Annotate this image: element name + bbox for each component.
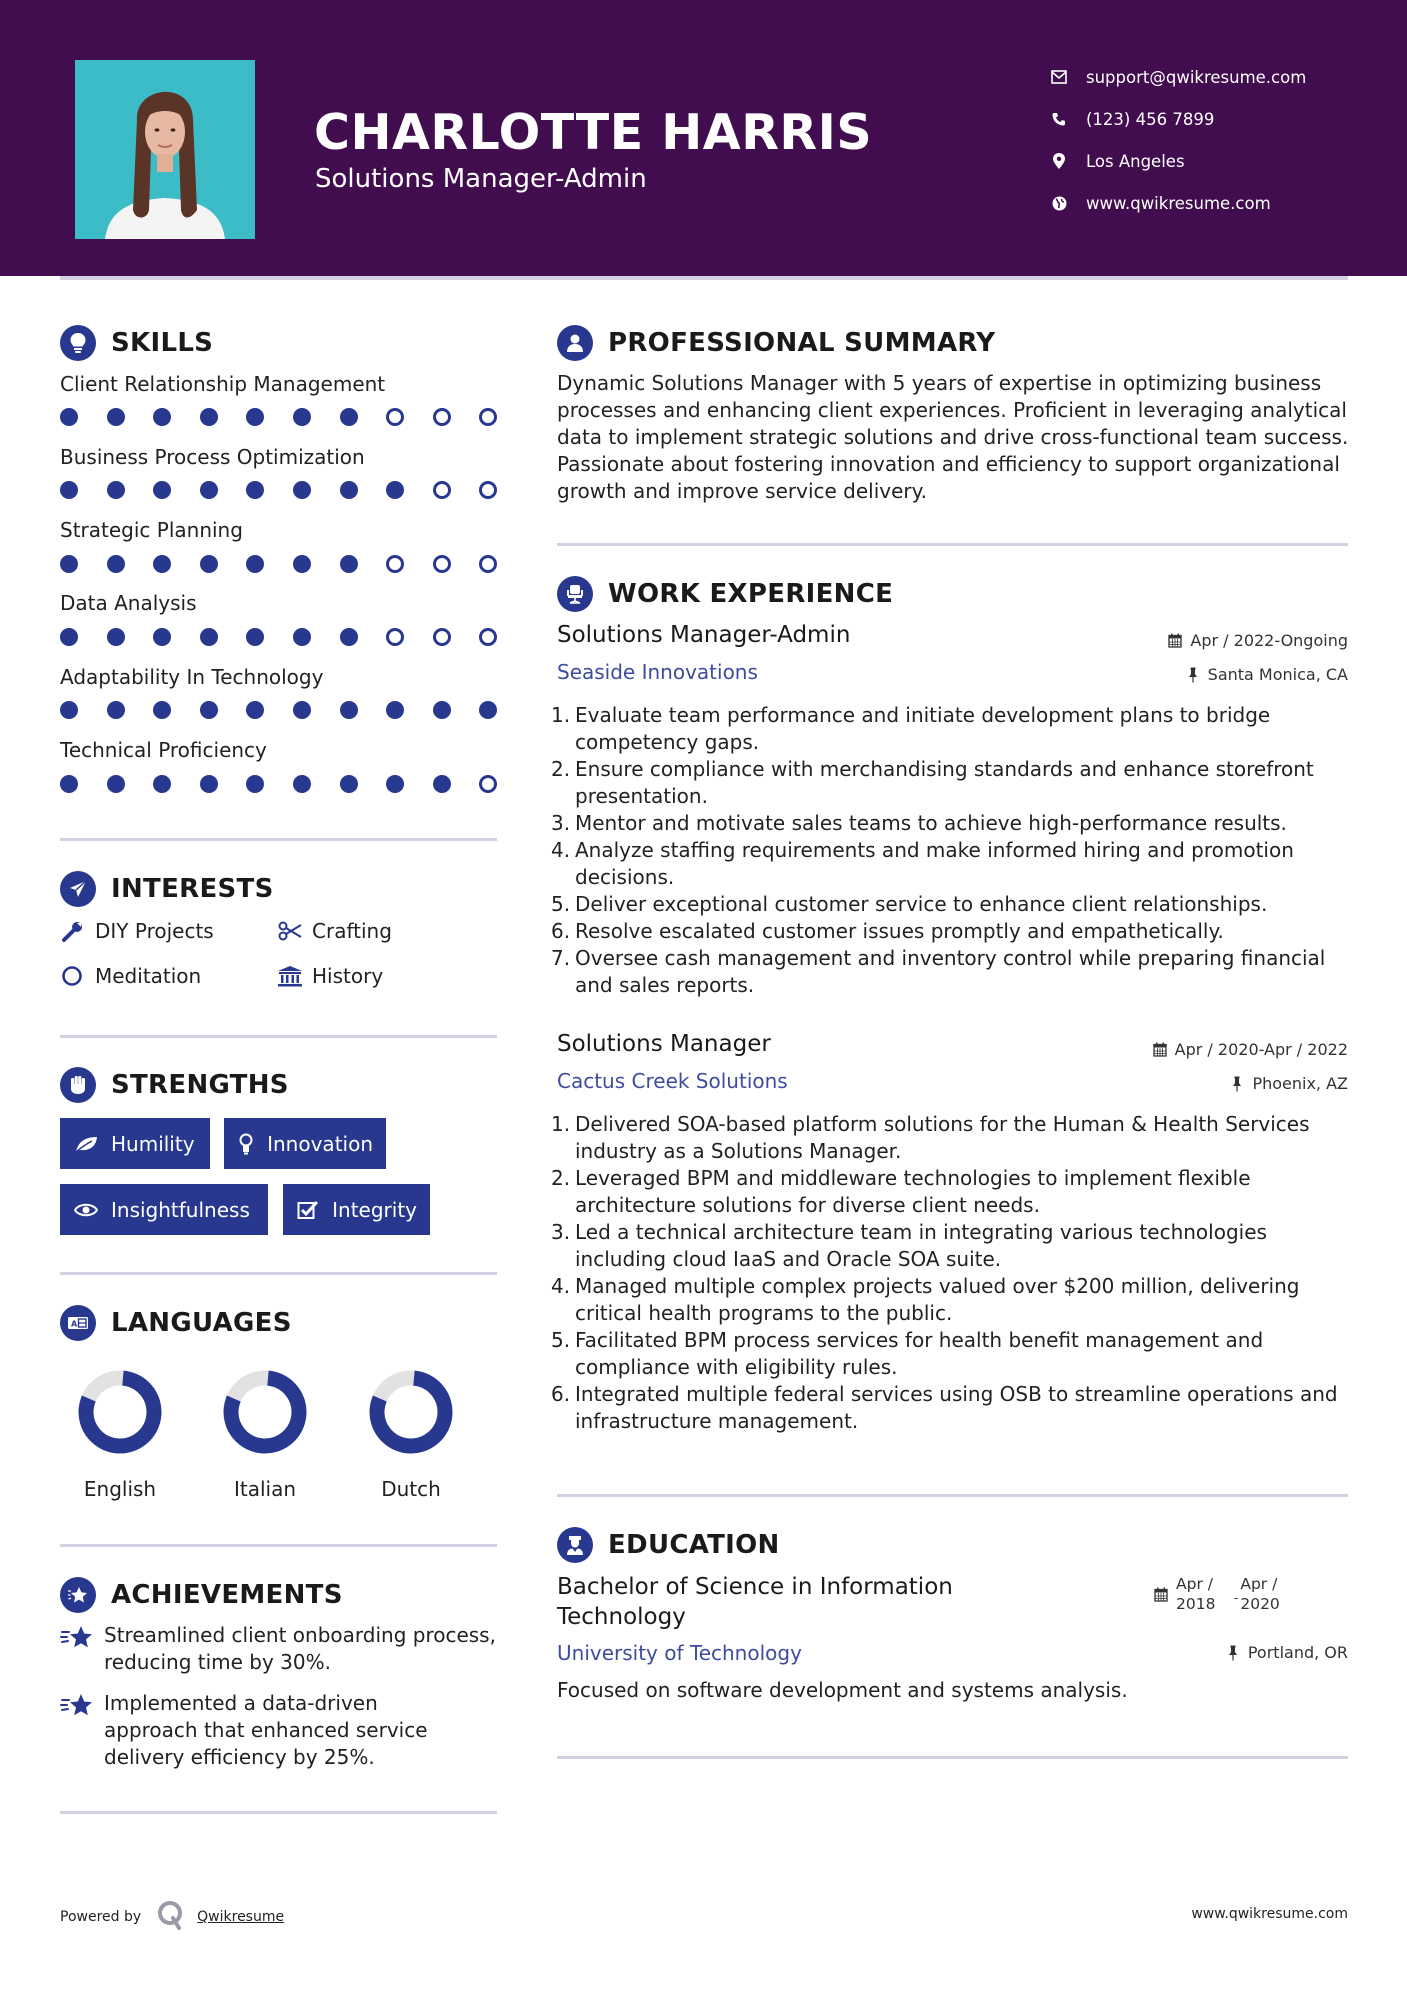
qwikresume-logo-icon xyxy=(157,1900,185,1934)
section-divider xyxy=(60,1544,497,1547)
language-item xyxy=(210,1369,320,1501)
museum-icon xyxy=(277,964,303,988)
rating-dot-filled xyxy=(60,701,78,719)
strength-label: Insightfulness xyxy=(111,1197,250,1222)
strength-chip xyxy=(224,1118,386,1169)
contact-website-text: www.qwikresume.com xyxy=(1086,193,1271,213)
language-icon xyxy=(60,1305,96,1341)
pushpin-icon xyxy=(1230,1076,1244,1092)
rating-dot-filled xyxy=(293,775,311,793)
skill-name: Client Relationship Management xyxy=(60,372,386,396)
summary-title: PROFESSIONAL SUMMARY xyxy=(608,328,996,358)
rating-dot-filled xyxy=(340,701,358,719)
achievements-title: ACHIEVEMENTS xyxy=(111,1580,343,1610)
education-location-text: Portland, OR xyxy=(1247,1643,1348,1662)
svg-text:A: A xyxy=(71,1319,78,1329)
achievements-heading xyxy=(60,1577,343,1613)
wrench-icon xyxy=(60,919,86,943)
contact-website[interactable] xyxy=(1048,182,1306,224)
rating-dot-filled xyxy=(60,628,78,646)
rating-dot-filled xyxy=(153,628,171,646)
job-bullet: 5. Facilitated BPM process services for health benefit management and compliance with eligibility rules. xyxy=(551,1328,1264,1379)
interest-item xyxy=(60,919,214,943)
interest-label: DIY Projects xyxy=(95,919,214,943)
rating-dot-filled xyxy=(433,775,451,793)
languages-title: LANGUAGES xyxy=(111,1308,292,1338)
language-item xyxy=(356,1369,466,1501)
strengths-title: STRENGTHS xyxy=(111,1070,289,1100)
rating-dot-empty xyxy=(479,481,497,499)
star-badge-icon xyxy=(60,1577,96,1613)
rating-dot-empty xyxy=(479,628,497,646)
checkbox-icon xyxy=(296,1199,320,1221)
calendar-icon xyxy=(1153,1042,1167,1058)
rating-dot-empty xyxy=(433,555,451,573)
section-divider xyxy=(60,1035,497,1038)
date-separator: - xyxy=(1234,1591,1239,1605)
strength-chip xyxy=(60,1118,210,1169)
language-name: Dutch xyxy=(381,1477,441,1501)
job-bullet: 4. Analyze staffing requirements and make informed hiring and promotion decisions. xyxy=(551,838,1294,889)
languages-heading xyxy=(60,1305,292,1341)
strength-chip xyxy=(60,1184,268,1235)
map-pin-icon xyxy=(1048,150,1070,172)
skills-heading xyxy=(60,325,213,361)
contact-list xyxy=(1048,56,1306,224)
section-divider xyxy=(557,543,1348,546)
rating-dot-filled xyxy=(386,701,404,719)
contact-email-text: support@qwikresume.com xyxy=(1086,67,1307,87)
rating-dot-filled xyxy=(60,481,78,499)
rating-dot-filled xyxy=(153,701,171,719)
rating-dot-filled xyxy=(246,628,264,646)
strengths-heading xyxy=(60,1067,289,1103)
rating-dot-filled xyxy=(153,481,171,499)
language-donut xyxy=(65,1369,175,1455)
job-bullets xyxy=(551,702,1352,999)
job-location-text: Santa Monica, CA xyxy=(1207,665,1348,684)
rating-dot-filled xyxy=(200,628,218,646)
achievement-item xyxy=(60,1622,500,1676)
rating-dot-filled xyxy=(60,555,78,573)
calendar-icon xyxy=(1168,633,1182,649)
strength-label: Integrity xyxy=(332,1197,417,1222)
experience-heading xyxy=(557,576,893,612)
language-name: Italian xyxy=(233,1477,297,1501)
rating-dot-filled xyxy=(200,555,218,573)
language-donut xyxy=(210,1369,320,1455)
job-bullets xyxy=(551,1111,1352,1435)
envelope-icon xyxy=(1048,66,1070,88)
rating-dot-empty xyxy=(433,481,451,499)
leaf-icon xyxy=(73,1133,99,1155)
calendar-icon xyxy=(1154,1586,1168,1602)
rating-dot-filled xyxy=(246,555,264,573)
job-role: Solutions Manager-Admin xyxy=(557,622,851,648)
achievement-item xyxy=(60,1690,500,1771)
rating-dot-filled xyxy=(386,775,404,793)
language-item xyxy=(65,1369,175,1501)
rating-dot-empty xyxy=(479,555,497,573)
candidate-name: CHARLOTTE HARRIS xyxy=(314,104,873,161)
rating-dot-filled xyxy=(386,481,404,499)
rating-dot-filled xyxy=(246,481,264,499)
section-divider xyxy=(60,1272,497,1275)
rating-dot-filled xyxy=(340,775,358,793)
rating-dot-empty xyxy=(386,408,404,426)
globe-icon xyxy=(1048,192,1070,214)
skill-name: Data Analysis xyxy=(60,591,197,615)
office-chair-icon xyxy=(557,576,593,612)
experience-title: WORK EXPERIENCE xyxy=(608,579,894,609)
interest-item xyxy=(277,964,383,988)
rating-dot-filled xyxy=(200,701,218,719)
rating-dot-filled xyxy=(246,775,264,793)
eye-icon xyxy=(73,1199,99,1221)
rating-dot-filled xyxy=(479,701,497,719)
rating-dot-filled xyxy=(293,481,311,499)
contact-location-text: Los Angeles xyxy=(1086,151,1185,171)
skill-name: Adaptability In Technology xyxy=(60,665,324,689)
rating-dot-filled xyxy=(153,555,171,573)
lightbulb-icon xyxy=(237,1133,255,1155)
rating-dot-filled xyxy=(293,701,311,719)
job-bullet: 2. Ensure compliance with merchandising standards and enhance storefront presentation. xyxy=(551,757,1314,808)
contact-phone[interactable] xyxy=(1048,98,1306,140)
company-name: Cactus Creek Solutions xyxy=(557,1069,788,1093)
job-bullet: 4. Managed multiple complex projects valued over $200 million, delivering critical health programs to the public. xyxy=(551,1274,1300,1325)
phone-icon xyxy=(1048,108,1070,130)
lightbulb-icon xyxy=(60,325,96,361)
achievement-text: Streamlined client onboarding process, reducing time by 30%. xyxy=(104,1623,496,1674)
skill-name: Business Process Optimization xyxy=(60,445,365,469)
job-bullet: 6. Integrated multiple federal services using OSB to streamline operations and infrastructure management. xyxy=(551,1382,1338,1433)
job-bullet: 5. Deliver exceptional customer service to enhance client relationships. xyxy=(551,892,1268,916)
interest-label: History xyxy=(312,964,384,988)
contact-phone-text: (123) 456 7899 xyxy=(1086,109,1215,129)
section-divider xyxy=(557,1756,1348,1759)
skill-name: Technical Proficiency xyxy=(60,738,267,762)
powered-by-label: Powered by xyxy=(60,1909,142,1925)
strength-label: Humility xyxy=(111,1131,195,1156)
section-divider xyxy=(60,838,497,841)
education-heading xyxy=(557,1527,780,1563)
contact-location xyxy=(1048,140,1306,182)
rating-dot-filled xyxy=(107,408,125,426)
job-dates-text: Apr / 2020-Apr / 2022 xyxy=(1174,1040,1348,1059)
summary-text: Dynamic Solutions Manager with 5 years of expertise in optimizing business processes and enhancing client experiences. Proficient in leveraging analytical data to implement strategic solutions and drive cross-functional team success. Passionate about fostering innovation and efficiency to support organizational growth and improve service delivery. xyxy=(557,371,1349,503)
job-bullet: 2. Leveraged BPM and middleware technologies to implement flexible architecture solutions for diverse client needs. xyxy=(551,1166,1251,1217)
rating-dot-empty xyxy=(433,408,451,426)
education-description: Focused on software development and systems analysis. xyxy=(557,1678,1128,1702)
education-title: EDUCATION xyxy=(608,1530,780,1560)
rating-dot-filled xyxy=(200,481,218,499)
job-role: Solutions Manager xyxy=(557,1031,771,1057)
job-bullet: 3. Mentor and motivate sales teams to achieve high-performance results. xyxy=(551,811,1287,835)
qwikresume-link[interactable]: Qwikresume xyxy=(197,1909,285,1925)
rating-dot-filled xyxy=(246,701,264,719)
rating-dot-filled xyxy=(340,481,358,499)
rating-dot-filled xyxy=(107,555,125,573)
rating-dot-filled xyxy=(340,628,358,646)
rating-dot-filled xyxy=(200,408,218,426)
job-bullet: 1. Evaluate team performance and initiate development plans to bridge competency gaps. xyxy=(551,703,1271,754)
interest-label: Meditation xyxy=(95,964,202,988)
job-dates xyxy=(1168,631,1348,650)
summary-heading xyxy=(557,325,995,361)
graduate-icon xyxy=(557,1527,593,1563)
pushpin-icon xyxy=(1186,667,1200,683)
skill-name: Strategic Planning xyxy=(60,518,243,542)
rating-dot-filled xyxy=(340,555,358,573)
header-divider xyxy=(60,276,1348,280)
job-dates-text: Apr / 2022-Ongoing xyxy=(1190,631,1348,650)
job-location-text: Phoenix, AZ xyxy=(1252,1074,1348,1093)
rating-dot-empty xyxy=(479,408,497,426)
education-dates xyxy=(1154,1574,1284,1614)
job-location xyxy=(1230,1074,1348,1093)
job-bullet: 6. Resolve escalated customer issues promptly and empathetically. xyxy=(551,919,1224,943)
rating-dot-filled xyxy=(200,775,218,793)
skills-title: SKILLS xyxy=(111,328,214,358)
rating-dot-filled xyxy=(246,408,264,426)
rating-dot-filled xyxy=(433,701,451,719)
job-bullet: 7. Oversee cash management and inventory control while preparing financial and sales reports. xyxy=(551,946,1326,997)
language-name: English xyxy=(83,1477,157,1501)
rating-dot-empty xyxy=(433,628,451,646)
section-divider xyxy=(557,1494,1348,1497)
job-bullet: 3. Led a technical architecture team in integrating various technologies including cloud IaaS and Oracle SOA suite. xyxy=(551,1220,1267,1271)
interests-heading xyxy=(60,871,274,907)
rating-dot-empty xyxy=(479,775,497,793)
profile-photo xyxy=(75,60,255,239)
education-location xyxy=(1226,1643,1348,1662)
rating-dot-filled xyxy=(60,408,78,426)
paper-plane-icon xyxy=(60,871,96,907)
fist-icon xyxy=(60,1067,96,1103)
interest-label: Crafting xyxy=(312,919,392,943)
footer-website[interactable]: www.qwikresume.com xyxy=(1191,1906,1348,1922)
strength-chip xyxy=(283,1184,430,1235)
rating-dot-filled xyxy=(107,481,125,499)
rating-dot-filled xyxy=(60,775,78,793)
interests-title: INTERESTS xyxy=(111,874,274,904)
rating-dot-filled xyxy=(293,628,311,646)
education-start-date: Apr / 2018 xyxy=(1176,1575,1216,1613)
candidate-title: Solutions Manager-Admin xyxy=(315,164,647,194)
job-bullet: 1. Delivered SOA-based platform solutions for the Human & Health Services industry as a Solutions Manager. xyxy=(551,1112,1310,1163)
rating-dot-filled xyxy=(293,555,311,573)
interest-item xyxy=(60,964,201,988)
rating-dot-filled xyxy=(107,775,125,793)
rating-dot-filled xyxy=(153,408,171,426)
achievement-text: Implemented a data-driven approach that enhanced service delivery efficiency by 25%. xyxy=(104,1691,428,1769)
rating-dot-filled xyxy=(107,701,125,719)
footer-powered-by xyxy=(60,1900,284,1934)
rating-dot-filled xyxy=(293,408,311,426)
rating-dot-filled xyxy=(340,408,358,426)
job-dates xyxy=(1153,1040,1348,1059)
job-location xyxy=(1186,665,1348,684)
scissors-icon xyxy=(277,919,303,943)
school-name: University of Technology xyxy=(557,1641,802,1665)
contact-email[interactable] xyxy=(1048,56,1306,98)
rating-dot-filled xyxy=(107,628,125,646)
company-name: Seaside Innovations xyxy=(557,660,758,684)
shooting-star-icon xyxy=(60,1692,94,1722)
rating-dot-empty xyxy=(386,628,404,646)
rating-dot-filled xyxy=(153,775,171,793)
rating-dot-empty xyxy=(386,555,404,573)
pushpin-icon xyxy=(1226,1645,1240,1661)
strength-label: Innovation xyxy=(267,1131,373,1156)
education-end-date: Apr / 2020 xyxy=(1240,1575,1280,1613)
interest-item xyxy=(277,919,392,943)
language-donut xyxy=(356,1369,466,1455)
user-icon xyxy=(557,325,593,361)
degree-name: Bachelor of Science in Information Technology xyxy=(557,1574,953,1630)
section-divider xyxy=(60,1811,497,1814)
circle-icon xyxy=(60,964,86,988)
shooting-star-icon xyxy=(60,1624,94,1654)
